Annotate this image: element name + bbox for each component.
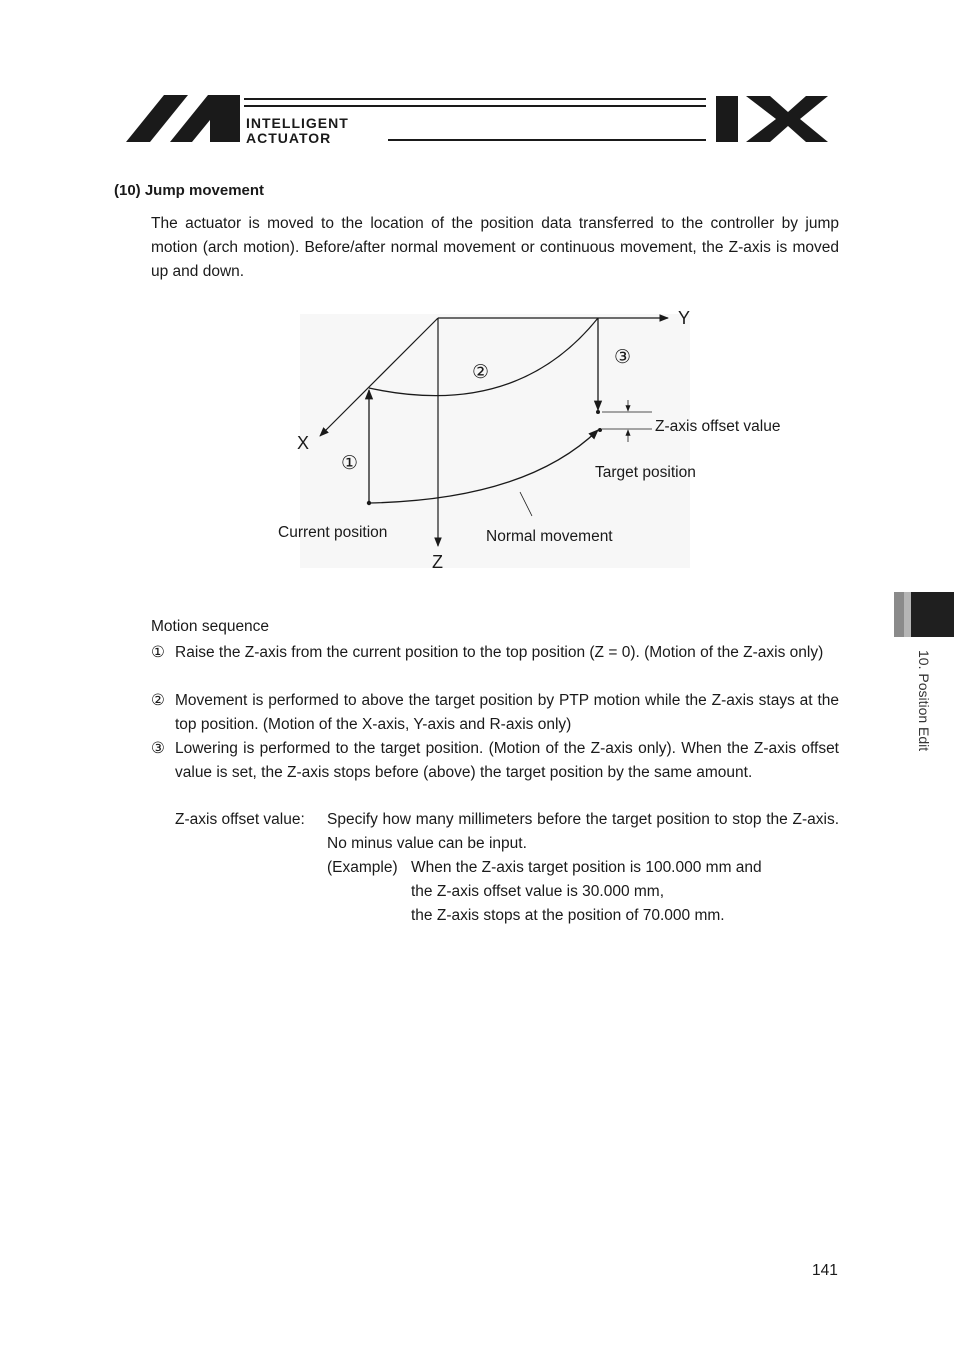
section-title: (10) Jump movement (114, 182, 265, 199)
brand-line2: ACTUATOR (246, 130, 332, 146)
product-mark-i (716, 96, 738, 142)
product-mark-x (746, 96, 828, 142)
normal-label: Normal movement (486, 528, 613, 545)
chapter-tab-label: 10. Position Edit (916, 650, 932, 752)
example-line: When the Z-axis target position is 100.000 mm and (411, 859, 762, 876)
brand-line1: INTELLIGENT (246, 115, 349, 131)
step-number: ① (151, 644, 165, 661)
chapter-tab-marker (894, 592, 954, 637)
product-name: IX (126, 92, 127, 93)
jump-motion-diagram (276, 300, 816, 580)
example-label: (Example) (327, 859, 398, 876)
sequence-step-1 (151, 641, 839, 665)
offset-definition-label: Z-axis offset value: (175, 811, 305, 828)
sequence-heading: Motion sequence (151, 618, 270, 635)
example-text (411, 856, 762, 928)
header-rule-bottom (388, 139, 706, 141)
offset-stop-dot (596, 410, 600, 414)
sequence-step-2 (151, 689, 839, 737)
header-rule-mid (244, 105, 706, 107)
step-number: ② (151, 692, 165, 709)
marker-2: ② (472, 362, 490, 383)
x-axis-label: X (297, 433, 310, 453)
step-number: ③ (151, 740, 165, 757)
marker-3: ③ (614, 347, 632, 368)
step-text: Movement is performed to above the target position by PTP motion while the Z-axis stays at the top position. (Motion of the X-axis, Y-axis and R-axis only) (175, 692, 839, 733)
target-position-dot (598, 428, 602, 432)
step-text: Lowering is performed to the target position. (Motion of the Z-axis only). When the Z-axis offset value is set, the Z-axis stops before (above) the target position by the same amount. (175, 740, 839, 781)
offset-label: Z-axis offset value (655, 418, 781, 435)
sequence-step-3 (151, 737, 839, 785)
example-line: the Z-axis stops at the position of 70.000 mm. (411, 907, 725, 924)
target-label: Target position (595, 464, 696, 481)
page-number: 141 (812, 1262, 838, 1279)
example-line: the Z-axis offset value is 30.000 mm, (411, 883, 664, 900)
header-logo (126, 92, 828, 150)
y-axis-label: Y (678, 308, 691, 328)
intro-paragraph: The actuator is moved to the location of the position data transferred to the controller by jump motion (arch motion). Before/after normal movement or continuous movement, the Z-axis is moved up and down. (151, 215, 839, 280)
z-axis-label: Z (432, 552, 443, 572)
offset-definition-text: Specify how many millimeters before the target position to stop the Z-axis. No minus value can be input. (327, 811, 839, 852)
marker-1: ① (341, 453, 359, 474)
header-rule-top (244, 98, 706, 100)
step-text: Raise the Z-axis from the current position to the top position (Z = 0). (Motion of the Z-axis only) (175, 644, 824, 661)
current-label: Current position (278, 524, 388, 541)
